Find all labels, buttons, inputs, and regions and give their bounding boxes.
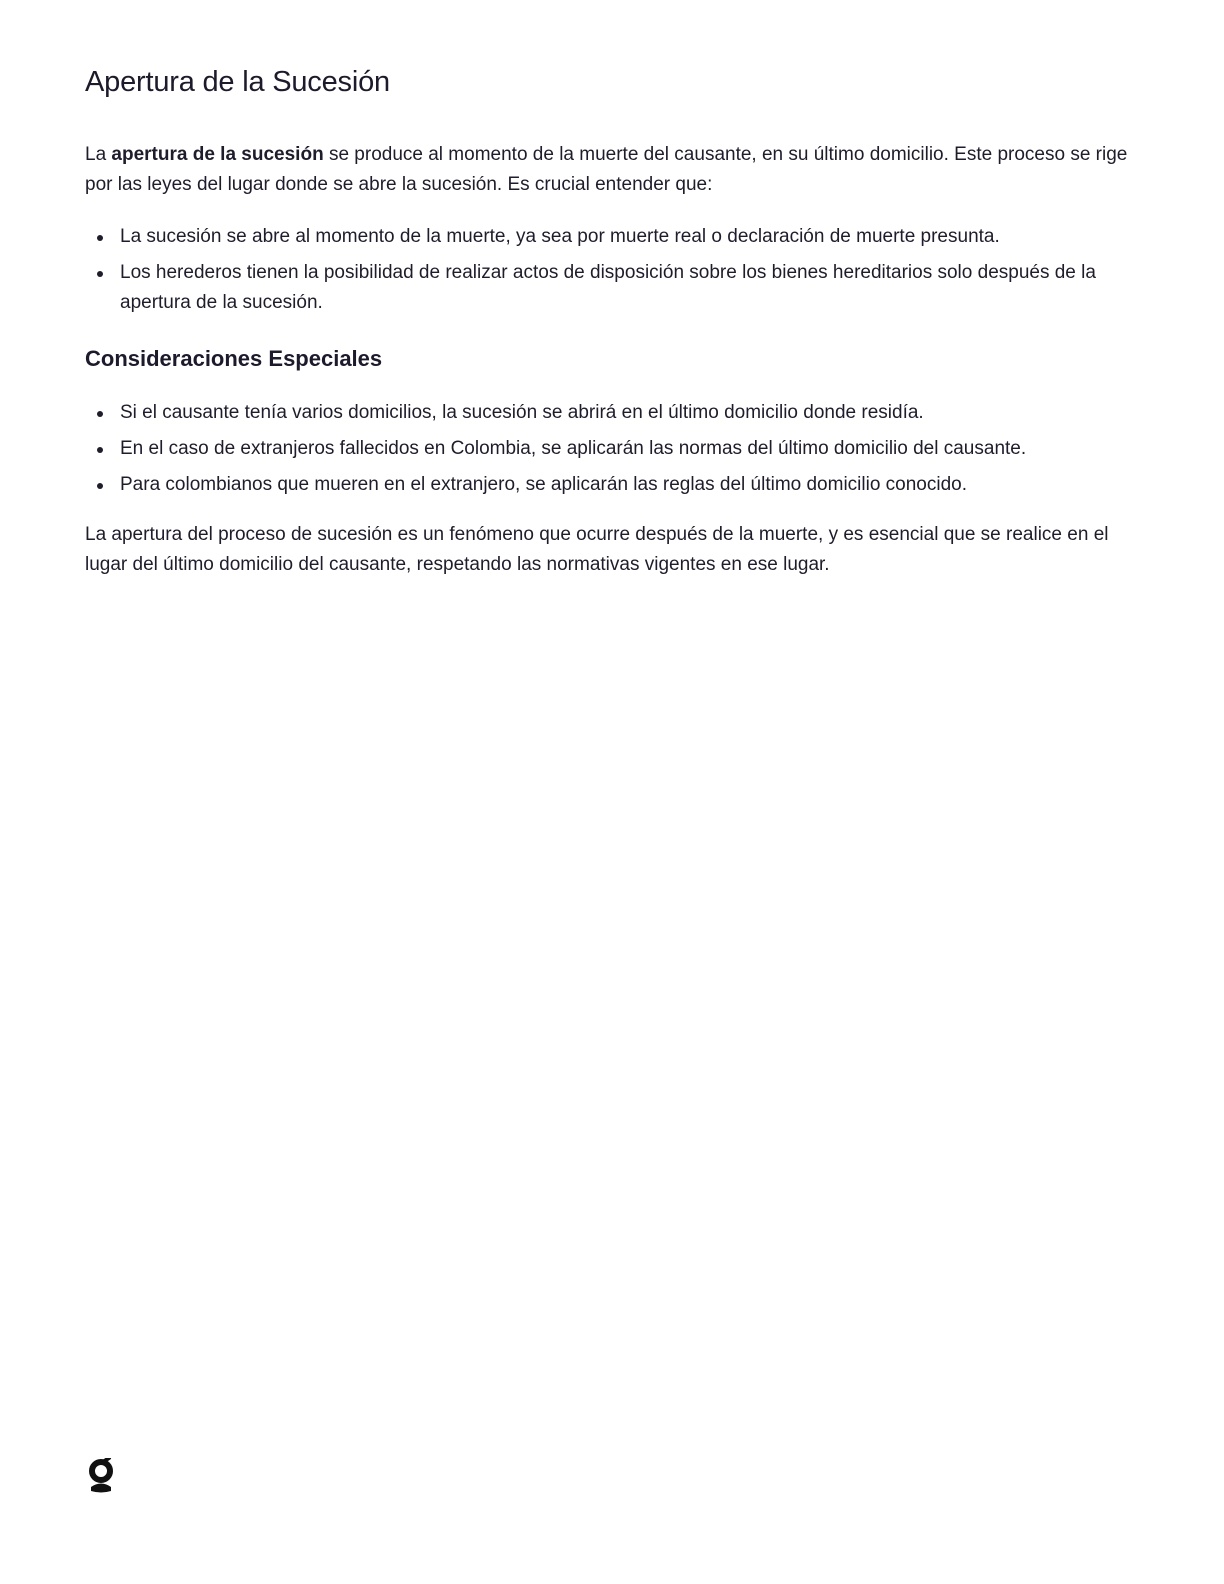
closing-paragraph: La apertura del proceso de sucesión es un fenómeno que ocurre después de la muerte, y es esencial que se realice en el lugar del último domicilio del causante, respetando las normativas vigentes en ese lugar. (85, 524, 1109, 575)
bullet-list-principles (85, 222, 1145, 318)
page-title: Apertura de la Sucesión (85, 66, 390, 98)
intro-bold-term: apertura de la sucesión (111, 144, 324, 165)
list-item: Si el causante tenía varios domicilios, la sucesión se abrirá en el último domicilio donde residía. (85, 398, 1145, 428)
bullet-icon (97, 271, 103, 277)
bullet-icon (97, 411, 103, 417)
document-page (85, 62, 1145, 580)
intro-prefix: La (85, 144, 112, 165)
list-item: Los herederos tienen la posibilidad de realizar actos de disposición sobre los bienes hereditarios solo después de la apertura de la sucesión. (85, 258, 1145, 318)
list-item: Para colombianos que mueren en el extranjero, se aplicarán las reglas del último domicilio conocido. (85, 470, 1145, 500)
bullet-list-considerations (85, 398, 1145, 500)
intro-paragraph (85, 140, 1145, 200)
list-item: En el caso de extranjeros fallecidos en Colombia, se aplicarán las normas del último domicilio del causante. (85, 434, 1145, 464)
bullet-icon (97, 235, 103, 241)
intro-suffix: se produce al momento de la muerte del causante, en su último domicilio. Este proceso se rige por las leyes del lugar donde se abre la sucesión. Es crucial entender que: (85, 144, 1128, 195)
brand-logo-icon (88, 1458, 114, 1494)
bullet-icon (97, 483, 103, 489)
list-item: La sucesión se abre al momento de la muerte, ya sea por muerte real o declaración de muerte presunta. (85, 222, 1145, 252)
bullet-icon (97, 447, 103, 453)
section-heading: Consideraciones Especiales (85, 346, 383, 371)
